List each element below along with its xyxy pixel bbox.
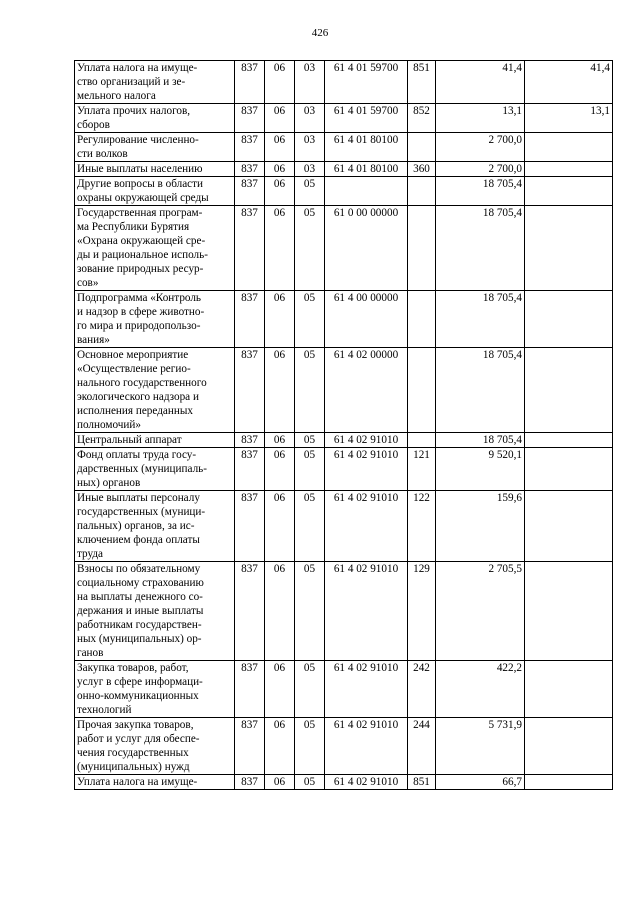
target-article-cell: 61 4 01 59700 bbox=[325, 104, 408, 133]
table-row bbox=[75, 348, 613, 433]
section-code-cell: 06 bbox=[265, 491, 295, 562]
expense-type-cell: 242 bbox=[408, 661, 436, 718]
gr-code-cell: 837 bbox=[235, 448, 265, 491]
amount-cell: 18 705,4 bbox=[436, 348, 525, 433]
amount-subvention-cell bbox=[525, 562, 613, 661]
item-name-cell: Подпрограмма «Контроль и надзор в сфере животно- го мира и природопользо- вания» bbox=[75, 291, 235, 348]
gr-code-cell: 837 bbox=[235, 491, 265, 562]
target-article-cell bbox=[325, 177, 408, 206]
target-article-cell: 61 4 02 91010 bbox=[325, 718, 408, 775]
expense-type-cell: 851 bbox=[408, 775, 436, 790]
expense-type-cell bbox=[408, 291, 436, 348]
amount-cell: 41,4 bbox=[436, 61, 525, 104]
table-row bbox=[75, 718, 613, 775]
subsection-code-cell: 05 bbox=[295, 433, 325, 448]
gr-code-cell: 837 bbox=[235, 206, 265, 291]
table-row bbox=[75, 448, 613, 491]
item-name-cell: Иные выплаты населению bbox=[75, 162, 235, 177]
target-article-cell: 61 4 01 80100 bbox=[325, 162, 408, 177]
target-article-cell: 61 0 00 00000 bbox=[325, 206, 408, 291]
table-row bbox=[75, 177, 613, 206]
amount-cell: 2 700,0 bbox=[436, 162, 525, 177]
target-article-cell: 61 4 00 00000 bbox=[325, 291, 408, 348]
item-name-cell: Иные выплаты персоналу государственных (муници- пальных) органов, за ис- ключением фонда оплаты труда bbox=[75, 491, 235, 562]
item-name-cell: Уплата прочих налогов, сборов bbox=[75, 104, 235, 133]
table-row bbox=[75, 104, 613, 133]
gr-code-cell: 837 bbox=[235, 718, 265, 775]
expense-type-cell: 122 bbox=[408, 491, 436, 562]
section-code-cell: 06 bbox=[265, 162, 295, 177]
section-code-cell: 06 bbox=[265, 348, 295, 433]
item-name-cell: Другие вопросы в области охраны окружающей среды bbox=[75, 177, 235, 206]
amount-subvention-cell bbox=[525, 348, 613, 433]
expense-type-cell: 129 bbox=[408, 562, 436, 661]
amount-cell: 422,2 bbox=[436, 661, 525, 718]
amount-subvention-cell bbox=[525, 661, 613, 718]
section-code-cell: 06 bbox=[265, 775, 295, 790]
amount-subvention-cell: 13,1 bbox=[525, 104, 613, 133]
gr-code-cell: 837 bbox=[235, 133, 265, 162]
subsection-code-cell: 05 bbox=[295, 661, 325, 718]
section-code-cell: 06 bbox=[265, 562, 295, 661]
item-name-cell: Взносы по обязательному социальному страхованию на выплаты денежного со- держания и иные выплаты работникам государствен- ных (муниципальных) ор- ганов bbox=[75, 562, 235, 661]
table-row bbox=[75, 162, 613, 177]
expense-type-cell: 852 bbox=[408, 104, 436, 133]
section-code-cell: 06 bbox=[265, 291, 295, 348]
expense-type-cell bbox=[408, 433, 436, 448]
amount-subvention-cell bbox=[525, 206, 613, 291]
section-code-cell: 06 bbox=[265, 177, 295, 206]
gr-code-cell: 837 bbox=[235, 433, 265, 448]
budget-table bbox=[74, 60, 613, 790]
item-name-cell: Закупка товаров, работ, услуг в сфере информаци- онно-коммуникационных технологий bbox=[75, 661, 235, 718]
target-article-cell: 61 4 02 91010 bbox=[325, 775, 408, 790]
amount-cell: 9 520,1 bbox=[436, 448, 525, 491]
amount-subvention-cell bbox=[525, 133, 613, 162]
item-name-cell: Государственная програм- ма Республики Бурятия «Охрана окружающей сре- ды и рациональное исполь- зование природных ресур- сов» bbox=[75, 206, 235, 291]
expense-type-cell bbox=[408, 206, 436, 291]
expense-type-cell: 851 bbox=[408, 61, 436, 104]
target-article-cell: 61 4 02 91010 bbox=[325, 491, 408, 562]
item-name-cell: Фонд оплаты труда госу- дарственных (муниципаль- ных) органов bbox=[75, 448, 235, 491]
table-row bbox=[75, 433, 613, 448]
subsection-code-cell: 05 bbox=[295, 562, 325, 661]
gr-code-cell: 837 bbox=[235, 177, 265, 206]
gr-code-cell: 837 bbox=[235, 661, 265, 718]
amount-subvention-cell bbox=[525, 291, 613, 348]
amount-cell: 2 705,5 bbox=[436, 562, 525, 661]
target-article-cell: 61 4 01 59700 bbox=[325, 61, 408, 104]
subsection-code-cell: 05 bbox=[295, 491, 325, 562]
amount-subvention-cell bbox=[525, 718, 613, 775]
section-code-cell: 06 bbox=[265, 61, 295, 104]
expense-type-cell: 244 bbox=[408, 718, 436, 775]
table-row bbox=[75, 661, 613, 718]
amount-cell: 159,6 bbox=[436, 491, 525, 562]
gr-code-cell: 837 bbox=[235, 348, 265, 433]
section-code-cell: 06 bbox=[265, 133, 295, 162]
expense-type-cell bbox=[408, 348, 436, 433]
target-article-cell: 61 4 02 00000 bbox=[325, 348, 408, 433]
target-article-cell: 61 4 01 80100 bbox=[325, 133, 408, 162]
amount-subvention-cell bbox=[525, 491, 613, 562]
target-article-cell: 61 4 02 91010 bbox=[325, 562, 408, 661]
item-name-cell: Уплата налога на имуще- ство организаций и зе- мельного налога bbox=[75, 61, 235, 104]
subsection-code-cell: 03 bbox=[295, 61, 325, 104]
gr-code-cell: 837 bbox=[235, 104, 265, 133]
section-code-cell: 06 bbox=[265, 448, 295, 491]
amount-cell: 5 731,9 bbox=[436, 718, 525, 775]
target-article-cell: 61 4 02 91010 bbox=[325, 661, 408, 718]
amount-cell: 18 705,4 bbox=[436, 177, 525, 206]
item-name-cell: Регулирование численно- сти волков bbox=[75, 133, 235, 162]
expense-type-cell: 360 bbox=[408, 162, 436, 177]
item-name-cell: Прочая закупка товаров, работ и услуг для обеспе- чения государственных (муниципальных) нужд bbox=[75, 718, 235, 775]
amount-cell: 18 705,4 bbox=[436, 206, 525, 291]
page-number: 426 bbox=[311, 27, 329, 39]
amount-cell: 18 705,4 bbox=[436, 433, 525, 448]
amount-cell: 13,1 bbox=[436, 104, 525, 133]
gr-code-cell: 837 bbox=[235, 562, 265, 661]
table-body bbox=[75, 61, 613, 790]
section-code-cell: 06 bbox=[265, 433, 295, 448]
subsection-code-cell: 03 bbox=[295, 104, 325, 133]
amount-cell: 2 700,0 bbox=[436, 133, 525, 162]
item-name-cell: Основное мероприятие «Осуществление регио- нального государственного экологического надзора и исполнения переданных полномочий» bbox=[75, 348, 235, 433]
section-code-cell: 06 bbox=[265, 206, 295, 291]
amount-subvention-cell bbox=[525, 162, 613, 177]
item-name-cell: Центральный аппарат bbox=[75, 433, 235, 448]
section-code-cell: 06 bbox=[265, 104, 295, 133]
table-row bbox=[75, 133, 613, 162]
section-code-cell: 06 bbox=[265, 661, 295, 718]
subsection-code-cell: 05 bbox=[295, 348, 325, 433]
item-name-cell: Уплата налога на имуще- bbox=[75, 775, 235, 790]
section-code-cell: 06 bbox=[265, 718, 295, 775]
gr-code-cell: 837 bbox=[235, 775, 265, 790]
table-row bbox=[75, 61, 613, 104]
subsection-code-cell: 05 bbox=[295, 775, 325, 790]
table-row bbox=[75, 775, 613, 790]
subsection-code-cell: 05 bbox=[295, 718, 325, 775]
amount-subvention-cell: 41,4 bbox=[525, 61, 613, 104]
table-row bbox=[75, 491, 613, 562]
amount-subvention-cell bbox=[525, 775, 613, 790]
subsection-code-cell: 03 bbox=[295, 162, 325, 177]
expense-type-cell bbox=[408, 177, 436, 206]
table-row bbox=[75, 206, 613, 291]
gr-code-cell: 837 bbox=[235, 61, 265, 104]
gr-code-cell: 837 bbox=[235, 162, 265, 177]
amount-cell: 18 705,4 bbox=[436, 291, 525, 348]
amount-subvention-cell bbox=[525, 448, 613, 491]
target-article-cell: 61 4 02 91010 bbox=[325, 448, 408, 491]
subsection-code-cell: 05 bbox=[295, 291, 325, 348]
amount-cell: 66,7 bbox=[436, 775, 525, 790]
table-row bbox=[75, 562, 613, 661]
amount-subvention-cell bbox=[525, 177, 613, 206]
subsection-code-cell: 05 bbox=[295, 448, 325, 491]
target-article-cell: 61 4 02 91010 bbox=[325, 433, 408, 448]
subsection-code-cell: 05 bbox=[295, 206, 325, 291]
table-row bbox=[75, 291, 613, 348]
subsection-code-cell: 03 bbox=[295, 133, 325, 162]
expense-type-cell bbox=[408, 133, 436, 162]
amount-subvention-cell bbox=[525, 433, 613, 448]
expense-type-cell: 121 bbox=[408, 448, 436, 491]
subsection-code-cell: 05 bbox=[295, 177, 325, 206]
gr-code-cell: 837 bbox=[235, 291, 265, 348]
